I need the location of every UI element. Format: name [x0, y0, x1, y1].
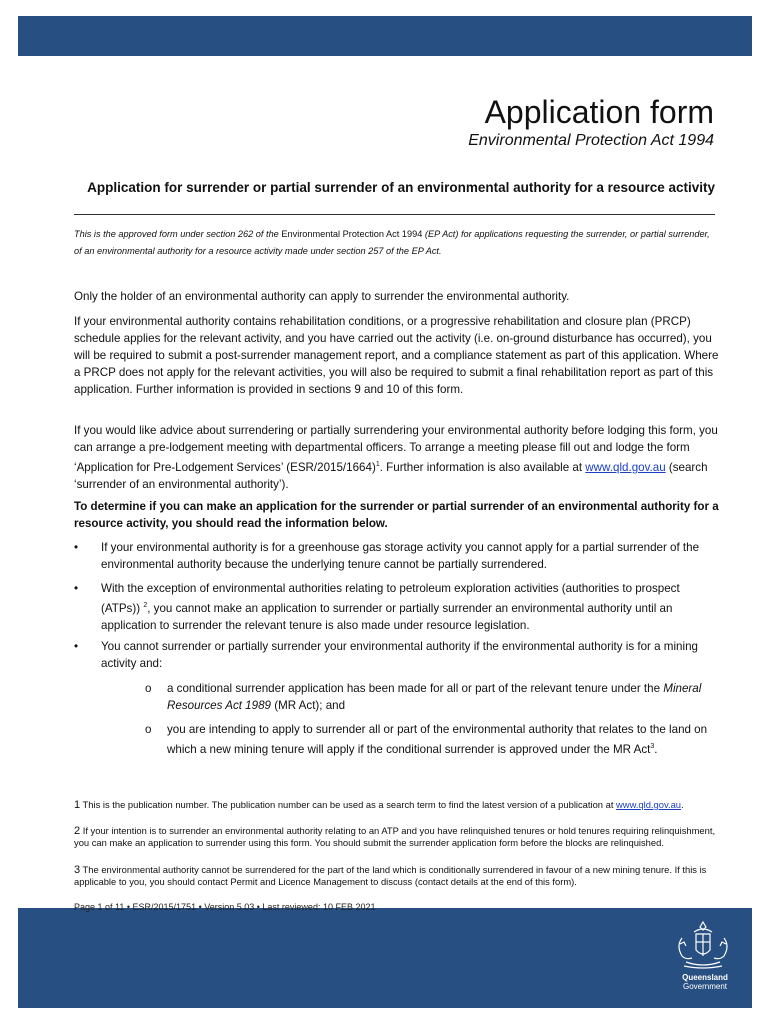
- bullet-icon: •: [74, 541, 79, 554]
- footnote-3-text: The environmental authority cannot be surrendered for the part of the land which is conditionally surrendered in favour of a new mining tenure. If this is applicable to you, you should contact Permit and Licence Management to discuss (contact details at the end of this form).: [74, 864, 707, 887]
- intro-text: [74, 226, 719, 260]
- footnote-ref-1: 1: [375, 461, 380, 468]
- atp-text-a: With the exception of environmental authorities relating to petroleum exploration activities (authorities to prospect (ATPs)): [101, 582, 680, 615]
- paragraph-rehabilitation: If your environmental authority contains rehabilitation conditions, or a progressive rehabilitation and closure plan (PRCP) schedule applies for the relevant activity, and you have carried out the activity (i.e. on-ground disturbance has occurred), you will be required to submit a post-surrender management report, and a compliance statement as part of this application. Where a PRCP does not apply for the relevant activities, you will also be required to submit a final rehabilitation report as part of this application. Further information is provided in sections 9 and 10 of this form.: [74, 315, 719, 396]
- sub-bullet-text-intending: [167, 721, 717, 758]
- conditional-text-a: a conditional surrender application has been made for all or part of the relevant tenure under the: [167, 682, 664, 695]
- bullet-text-greenhouse: If your environmental authority is for a greenhouse gas storage activity you cannot apply for a partial surrender of the environmental authority because the underlying tenure cannot be partially surrendered.: [101, 541, 700, 571]
- paragraph-determine: To determine if you can make an application for the surrender or partial surrender of an environmental authority for a resource activity, you should read the information below.: [74, 500, 719, 530]
- bullet-text-atp: [101, 580, 721, 634]
- conditional-text-b: (MR Act); and: [270, 699, 346, 712]
- footnote-number: 1: [74, 799, 81, 811]
- footnote-ref-3: 3: [650, 743, 655, 750]
- intro-act-name: Environmental Protection Act 1994: [281, 229, 423, 239]
- intro-part1: This is the approved form under section 262 of the: [74, 229, 282, 239]
- bullet-text-mining: You cannot surrender or partially surrender your environmental authority if the environmental authority is for a mining activity and:: [101, 640, 698, 670]
- intending-text-b: .: [654, 742, 658, 756]
- footnote-2-text: If your intention is to surrender an environmental authority relating to an ATP and you have relinquished tenures or hold tenures requiring relinquishment, you can make an application to surrender using this form. You should submit the surrender application form before the blocks are relinquished.: [74, 825, 716, 848]
- paragraph-advice: [74, 422, 722, 493]
- footnote-number: 2: [74, 825, 81, 837]
- footnote-number: 3: [74, 864, 81, 876]
- atp-text-b: , you cannot make an application to surrender or partially surrender an environmental authority until an application to surrender the relevant tenure is also made under resource legislation.: [101, 601, 673, 632]
- footnote-qld-gov-link[interactable]: www.qld.gov.au: [616, 799, 681, 810]
- heading-divider: [74, 214, 715, 215]
- intending-text-a: you are intending to apply to surrender all or part of the environmental authority that relates to the land on which a new mining tenure will apply if the conditional surrender is approved under the MR Act: [167, 723, 708, 756]
- qld-gov-link[interactable]: www.qld.gov.au: [585, 460, 666, 474]
- logo-line-2: Government: [682, 982, 728, 991]
- sub-bullet-icon: o: [145, 682, 152, 695]
- footnote-2: [74, 825, 724, 849]
- sub-bullet-text-conditional: [167, 680, 717, 714]
- logo-line-1: Queensland: [682, 973, 728, 982]
- mr-act-name: Mineral Resources Act 1989: [167, 682, 702, 712]
- footnote-3: [74, 864, 724, 888]
- advice-text-c: (search ‘surrender of an environmental authority’).: [74, 460, 708, 491]
- footer-band: [18, 908, 752, 1008]
- logo-text: [675, 973, 735, 991]
- footnote-1-text-b: .: [681, 799, 684, 810]
- page-subtitle: Environmental Protection Act 1994: [468, 132, 714, 149]
- bullet-icon: •: [74, 640, 79, 653]
- page-title: Application form: [484, 94, 714, 130]
- sub-bullet-icon: o: [145, 723, 152, 736]
- header-band: [18, 16, 752, 56]
- page-footer: Page 1 of 11 • ESR/2015/1751 • Version 5.03 • Last reviewed: 10 FEB 2021: [74, 902, 376, 912]
- intro-part3: (EP Act) for applications requesting the surrender, or partial surrender, of an environmental authority for a resource activity made under section 257 of the EP Act.: [74, 229, 710, 256]
- footnote-1-text-a: This is the publication number. The publication number can be used as a search term to find the latest version of a publication at: [80, 799, 617, 810]
- footnote-1: [74, 799, 724, 811]
- paragraph-holder: Only the holder of an environmental authority can apply to surrender the environmental authority.: [74, 290, 570, 303]
- form-heading: Application for surrender or partial surrender of an environmental authority for a resource activity: [87, 180, 715, 195]
- footnote-ref-2: 2: [143, 602, 148, 609]
- bullet-icon: •: [74, 582, 79, 595]
- advice-text-b: . Further information is also available at: [379, 460, 586, 474]
- advice-text-a: If you would like advice about surrendering or partially surrendering your environmental authority before lodging this form, you can arrange a pre-lodgement meeting with departmental officers. To arrange a meeting please fill out and lodge the form ‘Application for Pre-Lodgement Services’ (ESR/2015/1664): [74, 424, 718, 474]
